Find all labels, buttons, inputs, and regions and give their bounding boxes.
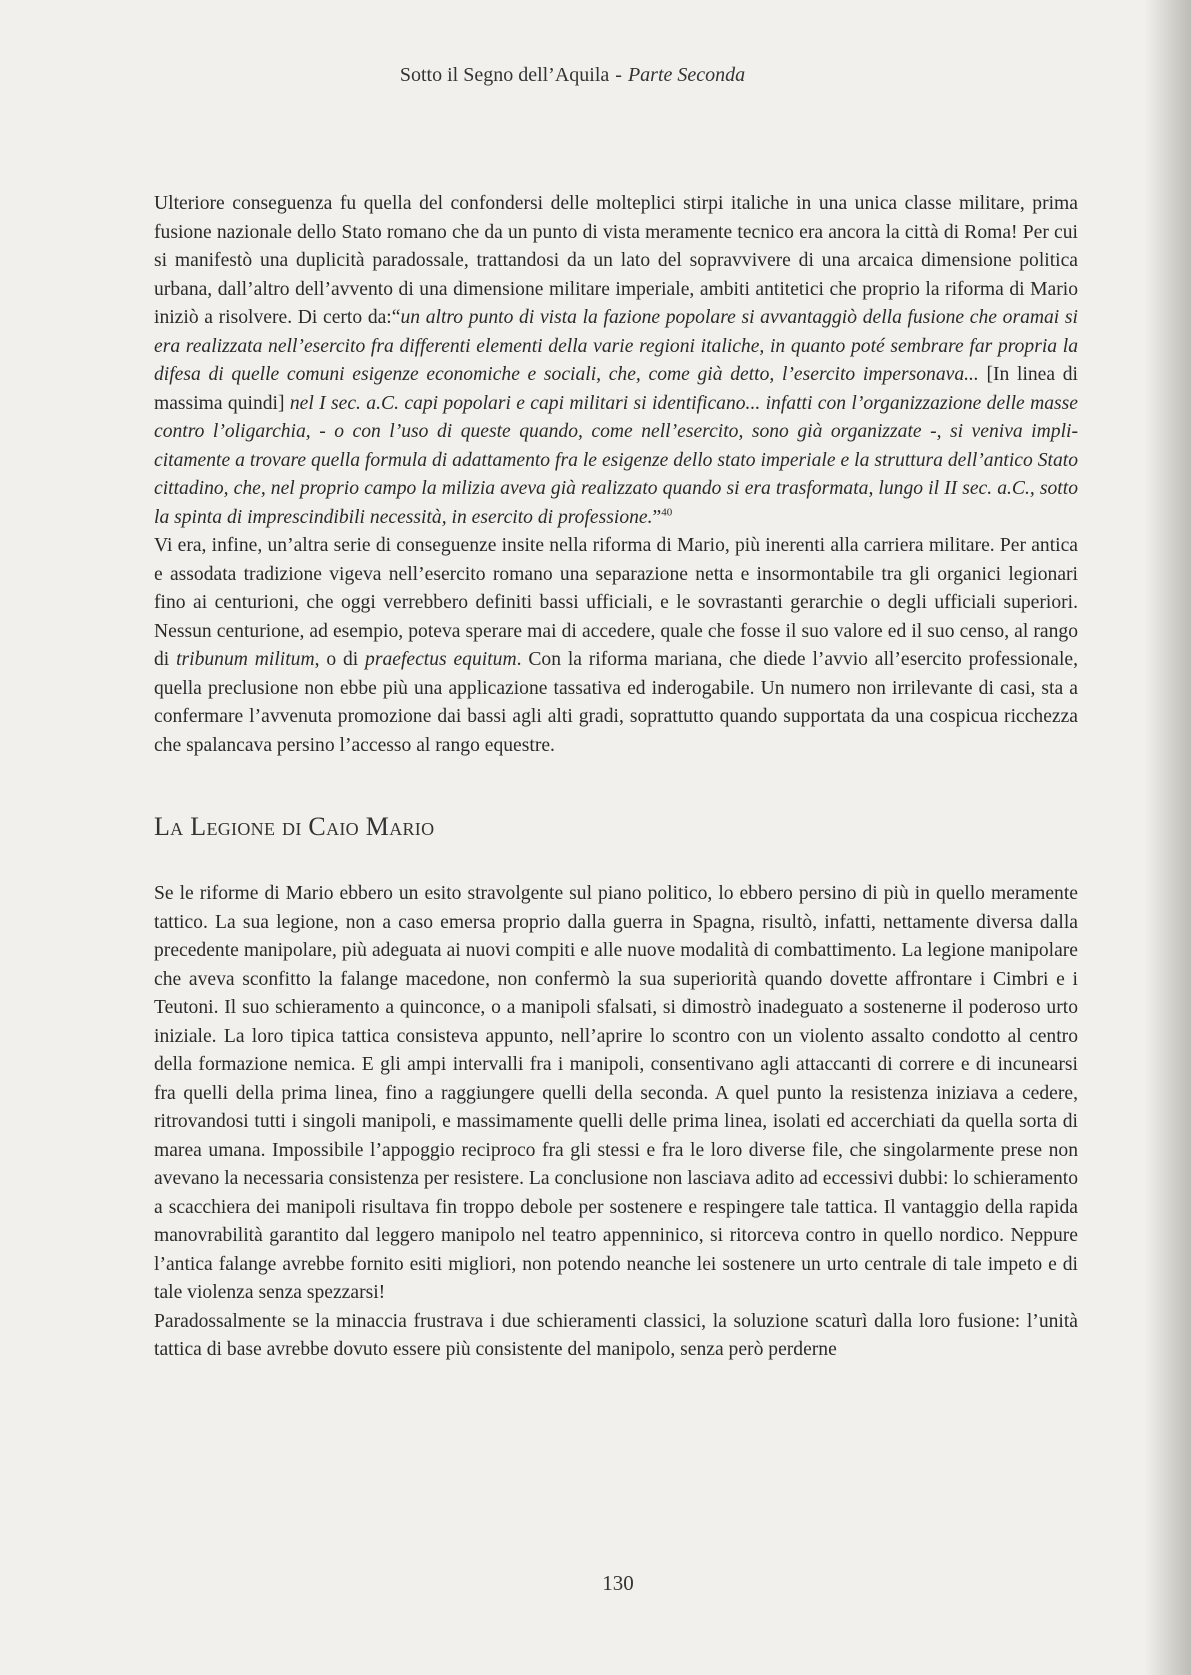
header-subtitle: Parte Seconda bbox=[627, 64, 746, 86]
section-heading: La Legione di Caio Mario bbox=[154, 812, 435, 841]
header-title: Sotto il Segno dell’Aquila bbox=[399, 64, 610, 86]
p2-text-b: , o di bbox=[314, 649, 366, 670]
page-number: 130 bbox=[602, 1571, 634, 1595]
header-separator: - bbox=[615, 64, 622, 86]
p1-quote-b: nel I sec. a.C. capi popolari e capi militari si identificano... infatti con l’organizzazione delle masse contro l’oligarchia, - o con l’uso di queste quando, come nell’esercito, sono già organizzate -, si veniva implicitamente a trovare quella formula di adattamento fra le esigenze dello stato imperiale e la struttura dell’antico Stato cittadino, che, nel proprio campo la milizia aveva già realizzato quando si era trasformata, lungo il II sec. a.C., sotto la spinta di imprescindibili necessità, in esercito di professione. bbox=[154, 392, 1078, 528]
p2-term-tribunum: tribunum militum bbox=[176, 649, 315, 670]
paragraph-2 bbox=[154, 532, 1078, 760]
running-header bbox=[0, 64, 1145, 87]
text-block-top bbox=[154, 190, 1078, 760]
page-edge-shadow bbox=[1145, 0, 1191, 1675]
paragraph-4: Paradossalmente se la minaccia frustrava i due schieramenti classici, la soluzione scaturì dalla loro fusione: l’unità tattica di base avrebbe dovuto essere più consistente del manipolo, senza però perderne bbox=[154, 1310, 1078, 1360]
p2-text-c: . Con la riforma mariana, che diede l’avvio all’esercito professionale, quella preclusione non ebbe più una applicazione tassativa ed inderogabile. Un numero non irrilevante di casi, sta a confermare l’avvenuta promozione dai bassi agli alti gradi, soprattutto quando supportata da una cospicua ricchezza che spalancava persino l’accesso al rango equestre. bbox=[154, 649, 1078, 756]
paragraph-1 bbox=[154, 190, 1078, 532]
p1-quote-a: un altro punto di vista la fazione popolare si avvantaggiò della fusione che oramai si era realizzata nell’esercito fra differenti elementi della varie regioni italiche, in quanto poté sembrare far propria la difesa di quelle comuni esigenze economiche e sociali, che, come già detto, l’esercito impersonava... bbox=[154, 307, 1078, 385]
p1-text-a: Ulteriore conseguenza fu quella del confondersi delle molteplici stirpi italiche in una unica classe militare, prima fusione nazionale dello Stato romano che da un punto di vista meramente tecnico era ancora la città di Roma! Per cui si manifestò una duplicità paradossale, trattandosi da un lato del sopravvivere di una arcaica dimensione politica urbana, dall’altro dell’avvento di una dimensione militare imperiale, ambiti antitetici che proprio la riforma di Mario iniziò a risolvere. Di certo da:“ bbox=[154, 193, 1078, 328]
p2-text-a: Vi era, infine, un’altra serie di conseguenze insite nella riforma di Mario, più inerenti alla carriera militare. Per antica e assodata tradizione vigeva nell’esercito romano una separazione netta e insormontabile tra gli organici legionari fino ai centurioni, che oggi verrebbero definiti bassi ufficiali, e le sovrastanti gerarchie o degli ufficiali superiori. Nessun centurione, ad esempio, poteva sperare mai di accedere, quale che fosse il suo valore ed il suo censo, al rango di bbox=[154, 535, 1078, 670]
p1-close-quote: ” bbox=[652, 506, 662, 528]
footnote-marker: 40 bbox=[661, 505, 673, 518]
p2-term-praefectus: praefectus equitum bbox=[365, 649, 517, 670]
text-block-bottom bbox=[154, 880, 1078, 1365]
paragraph-3: Se le riforme di Mario ebbero un esito stravolgente sul piano politico, lo ebbero persino di più in quello meramente tattico. La sua legione, non a caso emersa proprio dalla guerra in Spagna, risultò, infatti, nettamente diversa dalla precedente manipolare, più adeguata ai nuovi compiti e alle nuove modalità di combattimento. La legione manipolare che aveva sconfitto la falange macedone, non confermò la sua superiorità quando dovette affrontare i Cimbri e i Teutoni. Il suo schieramento a quinconce, o a manipoli sfalsati, si dimostrò inadeguato a sostenerne il poderoso urto iniziale. La loro tipica tattica consisteva appunto, nell’aprire lo scontro con un violento assalto condotto al centro della formazione nemica. E gli ampi intervalli fra i manipoli, consentivano agli attaccanti di correre e di incunearsi fra quelli della prima linea, fino a raggiungere quelli della seconda. A quel punto la resistenza iniziava a cedere, ritrovandosi tutti i singoli manipoli, e massimamente quelli delle prima linea, isolati ed accerchiati da quella sorta di marea umana. Impossibile l’appoggio reciproco fra gli stessi e fra le loro diverse file, che singolarmente prese non avevano la necessaria consistenza per resistere. La conclusione non lasciava adito ad eccessivi dubbi: lo schieramento a scacchiera dei manipoli risultava fin troppo debole per sostenere e respingere tale tattica. Il vantaggio della rapida manovrabilità garantito dal leggero manipolo nel teatro appenninico, si ritorceva contro in quello nordico. Neppure l’antica falange avrebbe fornito esiti migliori, non potendo neanche lei sostenere un urto centrale di tale impeto e di tale violenza senza spezzarsi! bbox=[154, 883, 1078, 1303]
p1-text-b: [In linea di massima quindi] bbox=[154, 364, 1078, 414]
